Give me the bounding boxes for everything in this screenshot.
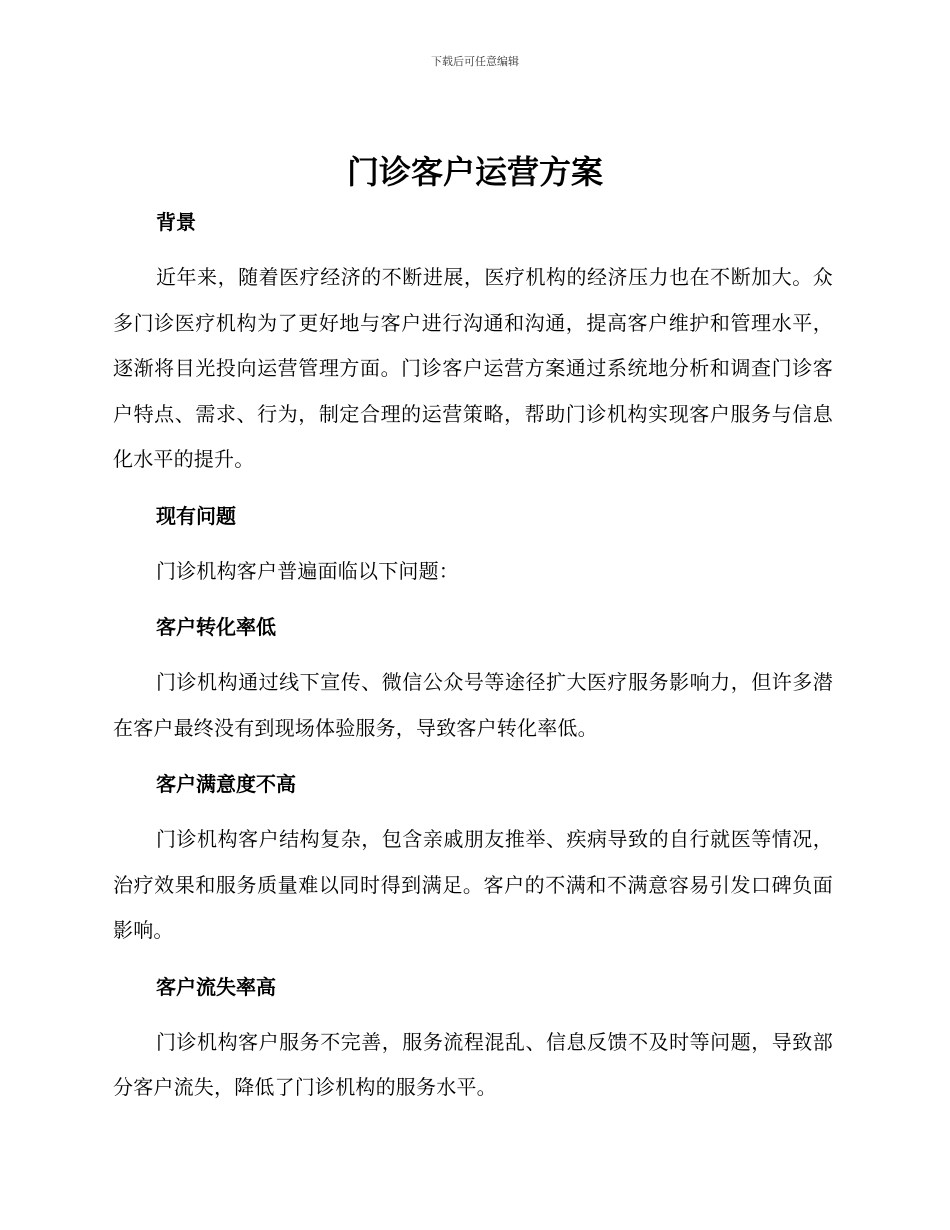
section-heading: 客户流失率高 (156, 974, 276, 999)
section-paragraph: 近年来，随着医疗经济的不断进展，医疗机构的经济压力也在不断加大。众多门诊医疗机构为了更好地与客户进行沟通和沟通，提高客户维护和管理水平，逐渐将目光投向运营管理方面。门诊客户运营方案通过系统地分析和调查门诊客户特点、需求、行为，制定合理的运营策略，帮助门诊机构实现客户服务与信息化水平的提升。 (113, 265, 833, 471)
section-paragraph: 门诊机构客户服务不完善，服务流程混乱、信息反馈不及时等问题，导致部分客户流失，降低了门诊机构的服务水平。 (113, 1029, 833, 1099)
section-paragraph: 门诊机构通过线下宣传、微信公众号等途径扩大医疗服务影响力，但许多潜在客户最终没有到现场体验服务，导致客户转化率低。 (113, 670, 833, 740)
header-note: 下载后可任意编辑 (431, 55, 519, 68)
section-heading: 背景 (156, 210, 196, 234)
section-low-conversion (113, 605, 833, 762)
section-high-churn (113, 965, 833, 1111)
section-paragraph: 门诊机构客户普遍面临以下问题： (156, 558, 459, 583)
section-paragraph: 门诊机构客户结构复杂，包含亲戚朋友推举、疾病导致的自行就医等情况，治疗效果和服务质量难以同时得到满足。客户的不满和不满意容易引发口碑负面影响。 (113, 827, 833, 942)
section-current-problems (113, 494, 833, 606)
section-background (113, 200, 833, 494)
section-heading: 客户满意度不高 (156, 772, 296, 796)
document-title: 门诊客户运营方案 (346, 153, 603, 191)
section-low-satisfaction (113, 762, 833, 965)
section-heading: 现有问题 (156, 503, 236, 528)
document-body (113, 200, 833, 1111)
section-heading: 客户转化率低 (156, 615, 276, 639)
